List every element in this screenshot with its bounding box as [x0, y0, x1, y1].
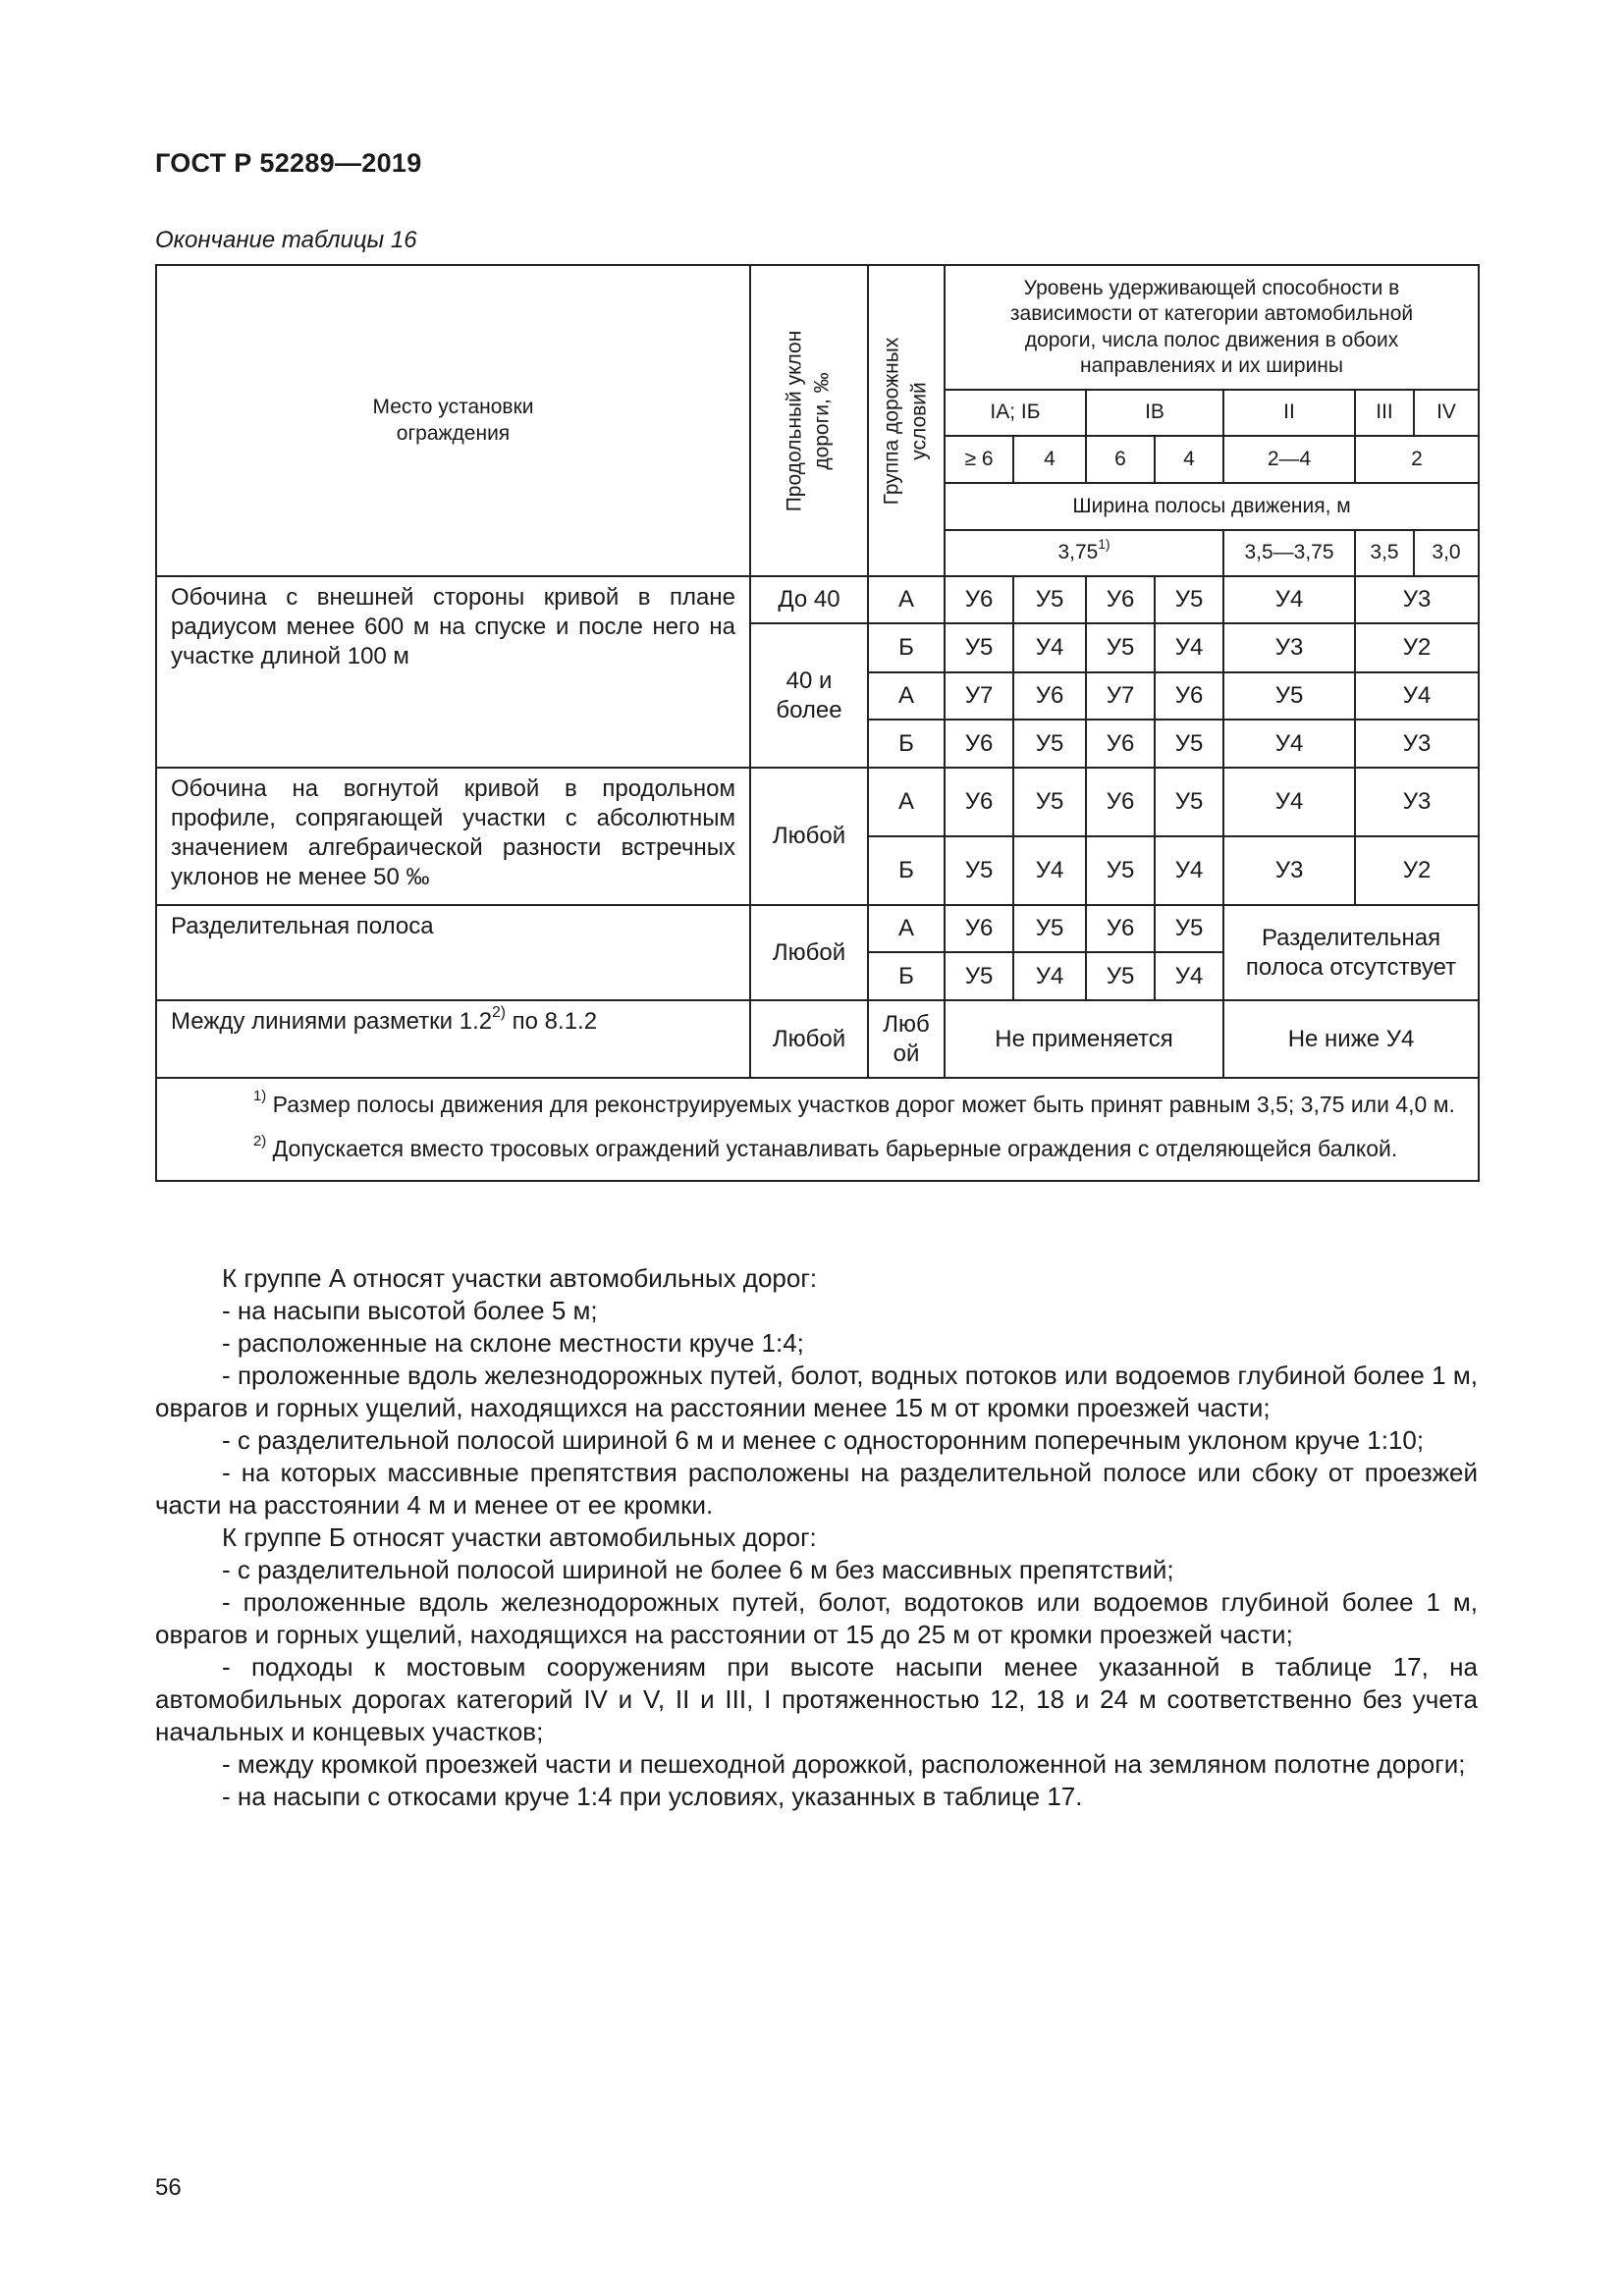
cell-level: У6 [1155, 672, 1223, 720]
paragraph: - проложенные вдоль железнодорожных путей, болот, водотоков или водоемов глубиной более 1 м, оврагов и горных ущелий, находящихся на расстоянии от 15 до 25 м от кромки проезжей части; [155, 1587, 1478, 1649]
header-place: Место установки ограждения [156, 265, 750, 576]
cell-place-sag: Обочина на вогнутой кривой в продольном профиле, сопрягающей участки с абсолютным значением алгебраической разности встречных уклонов не менее 50 ‰ [156, 768, 750, 905]
cell-level: У5 [945, 952, 1013, 1000]
cell-no-median: Разделительная полоса отсутствует [1223, 905, 1479, 1000]
cell-level: У6 [1086, 576, 1155, 623]
cell-group: Б [868, 836, 945, 905]
header-width-30: 3,0 [1414, 530, 1479, 576]
cell-place-marking: Между линиями разметки 1.2$^{2)}$ по 8.1.2 [156, 1000, 750, 1078]
cell-level: У4 [1223, 768, 1355, 836]
header-cat-ii: II [1223, 390, 1355, 436]
cell-min-level: Не ниже У4 [1223, 1000, 1479, 1078]
cell-slope: Любой [750, 905, 868, 1000]
body-text [155, 1262, 1478, 1813]
cell-level: У3 [1223, 836, 1355, 905]
paragraph: - подходы к мостовым сооружениям при высоте насыпи менее указанной в таблице 17, на автомобильных дорогах категорий IV и V, II и III, I протяженностью 12, 18 и 24 м соответственно без учета начальных и концевых участков; [155, 1652, 1478, 1746]
header-lanes: 4 [1155, 436, 1223, 483]
cell-level: У5 [1013, 720, 1086, 768]
cell-level: У3 [1223, 623, 1355, 672]
cell-level: У5 [1155, 576, 1223, 623]
cell-level: У4 [1013, 836, 1086, 905]
cell-level: У6 [945, 720, 1013, 768]
paragraph: - с разделительной полосой шириной 6 м и менее с односторонним поперечным уклоном круче 1:10; [222, 1425, 1425, 1455]
cell-level: У2 [1355, 836, 1479, 905]
paragraph: - на насыпи с откосами круче 1:4 при условиях, указанных в таблице 17. [222, 1782, 1083, 1811]
cell-group: А [868, 768, 945, 836]
cell-slope: Любой [750, 1000, 868, 1078]
cell-level: У4 [1155, 623, 1223, 672]
header-lanes: 2 [1355, 436, 1479, 483]
cell-level: У5 [1155, 768, 1223, 836]
footnote-2: $^{2)}$ Допускается вместо тросовых ограждений устанавливать барьерные ограждения с отделяющейся балкой. [253, 1132, 1398, 1162]
paragraph: - с разделительной полосой шириной не более 6 м без массивных препятствий; [222, 1555, 1174, 1584]
cell-level: У6 [1086, 720, 1155, 768]
cell-level: У3 [1355, 768, 1479, 836]
cell-level: У6 [945, 768, 1013, 836]
cell-level: У4 [1155, 952, 1223, 1000]
cell-level: У5 [1013, 576, 1086, 623]
cell-level: У3 [1355, 576, 1479, 623]
paragraph: - на насыпи высотой более 5 м; [222, 1296, 598, 1325]
cell-level: У2 [1355, 623, 1479, 672]
header-lanes: ≥ 6 [945, 436, 1013, 483]
paragraph: - между кромкой проезжей части и пешеходной дорожкой, расположенной на земляном полотне дороги; [222, 1749, 1466, 1779]
cell-level: У6 [1086, 905, 1155, 952]
header-level: Уровень удерживающей способности в зависимости от категории автомобильной дороги, числа полос движения в обоих направлениях и их ширины [945, 265, 1479, 390]
cell-level: У6 [1086, 768, 1155, 836]
cell-level: У6 [1013, 672, 1086, 720]
cell-level: У4 [1223, 576, 1355, 623]
footnote-1: $^{1)}$ Размер полосы движения для реконструируемых участков дорог может быть принят равным 3,5; 3,75 или 4,0 м. [253, 1088, 1455, 1117]
cell-level: У5 [945, 836, 1013, 905]
cell-group: Б [868, 720, 945, 768]
cell-level: У5 [945, 623, 1013, 672]
cell-group: Б [868, 623, 945, 672]
cell-slope: До 40 [750, 576, 868, 623]
cell-level: У4 [1355, 672, 1479, 720]
cell-level: У4 [1155, 836, 1223, 905]
header-lanes: 4 [1013, 436, 1086, 483]
header-width-35-375: 3,5—3,75 [1223, 530, 1355, 576]
cell-slope: Любой [750, 768, 868, 905]
header-lanes: 6 [1086, 436, 1155, 483]
cell-group: А [868, 905, 945, 952]
cell-level: У4 [1013, 623, 1086, 672]
table-caption: Окончание таблицы 16 [155, 227, 417, 253]
page-number: 56 [155, 2174, 182, 2201]
cell-not-applicable: Не применяется [945, 1000, 1223, 1078]
cell-level: У3 [1355, 720, 1479, 768]
cell-level: У7 [945, 672, 1013, 720]
cell-level: У4 [1013, 952, 1086, 1000]
cell-level: У7 [1086, 672, 1155, 720]
table-16 [155, 264, 1480, 1182]
document-header: ГОСТ Р 52289—2019 [155, 148, 422, 178]
paragraph: К группе Б относят участки автомобильных дорог: [222, 1522, 817, 1552]
cell-group: А [868, 672, 945, 720]
cell-slope: 40 и более [750, 623, 868, 768]
cell-level: У6 [945, 576, 1013, 623]
cell-level: У5 [1013, 768, 1086, 836]
cell-place-median: Разделительная полоса [156, 905, 750, 1000]
cell-level: У5 [1086, 952, 1155, 1000]
header-cat-ia-ib: IA; IБ [945, 390, 1086, 436]
cell-group: А [868, 576, 945, 623]
paragraph: - проложенные вдоль железнодорожных путей, болот, водных потоков или водоемов глубиной более 1 м, оврагов и горных ущелий, находящихся на расстоянии менее 15 м от кромки проезжей части; [155, 1361, 1478, 1422]
paragraph: - расположенные на склоне местности круче 1:4; [222, 1328, 804, 1358]
header-cat-iv-b: IB [1086, 390, 1223, 436]
cell-level: У5 [1155, 720, 1223, 768]
cell-level: У5 [1086, 623, 1155, 672]
header-width-375: 3,75$^{1)}$ [945, 530, 1223, 576]
cell-level: У5 [1155, 905, 1223, 952]
header-lanes: 2—4 [1223, 436, 1355, 483]
paragraph: - на которых массивные препятствия расположены на разделительной полосе или сбоку от проезжей части на расстоянии 4 м и менее от ее кромки. [155, 1458, 1478, 1520]
cell-level: У6 [945, 905, 1013, 952]
header-cat-iii: III [1355, 390, 1414, 436]
header-group: Группа дорожных условий [868, 265, 945, 576]
cell-group: Любой [868, 1000, 945, 1078]
cell-level: У5 [1086, 836, 1155, 905]
header-slope: Продольный уклон дороги, ‰ [750, 265, 868, 576]
cell-level: У5 [1223, 672, 1355, 720]
header-width-35: 3,5 [1355, 530, 1414, 576]
cell-group: Б [868, 952, 945, 1000]
paragraph: К группе А относят участки автомобильных дорог: [222, 1263, 818, 1293]
table-footnotes [156, 1078, 1479, 1181]
cell-level: У4 [1223, 720, 1355, 768]
header-lane-width: Ширина полосы движения, м [945, 483, 1479, 530]
cell-place-curve: Обочина с внешней стороны кривой в плане радиусом менее 600 м на спуске и после него на участке длиной 100 м [156, 576, 750, 768]
cell-level: У5 [1013, 905, 1086, 952]
header-cat-iv: IV [1414, 390, 1479, 436]
